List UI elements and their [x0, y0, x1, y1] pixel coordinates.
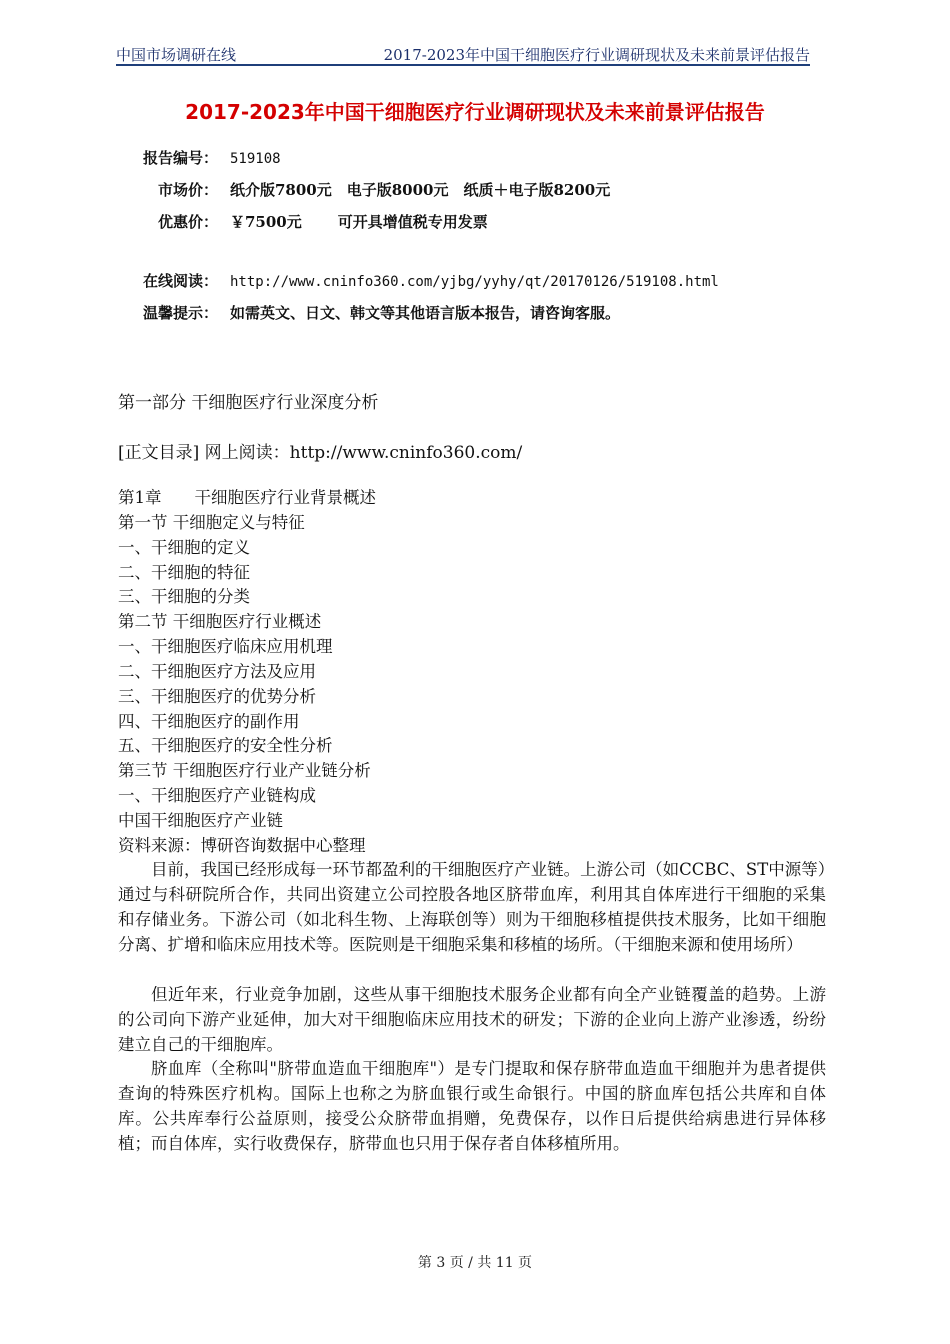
discount-value: ￥7500元 [230, 213, 302, 231]
part-title: 第一部分 干细胞医疗行业深度分析 [118, 393, 379, 413]
toc-item: 资料来源：博研咨询数据中心整理 [118, 835, 366, 855]
report-number-label: 报告编号： [142, 149, 218, 167]
tip-row [118, 302, 620, 323]
online-read-label: 在线阅读： [142, 272, 218, 290]
page-number: 第 3 页 / 共 11 页 [417, 1255, 533, 1271]
toc-item: 一、干细胞医疗产业链构成 [118, 786, 316, 806]
toc-item: 第二节 干细胞医疗行业概述 [118, 612, 322, 632]
toc-item: 一、干细胞医疗临床应用机理 [118, 637, 333, 657]
toc-item: 三、干细胞医疗的优势分析 [118, 686, 316, 706]
tip-text: 如需英文、日文、韩文等其他语言版本报告，请咨询客服。 [230, 304, 621, 322]
price-label: 市场价： [157, 181, 218, 199]
page-header [116, 42, 810, 66]
online-read-link[interactable]: http://www.cninfo360.com/yjbg/yyhy/qt/20170126/519108.html [230, 274, 719, 290]
body-paragraph: 目前，我国已经形成每一环节都盈利的干细胞医疗产业链。上游公司（如CCBC、ST中源等）通过与科研院所合作，共同出资建立公司控股各地区脐带血库，利用其自体库进行干细胞的采集和存储业务。下游公司（如北科生物、上海联创等）则为干细胞移植提供技术服务，比如干细胞分离、扩增和临床应用技术等。医院则是干细胞采集和移植的场所。（干细胞来源和使用场所） [118, 860, 826, 954]
report-number-row [118, 147, 281, 168]
report-title: 2017-2023年中国干细胞医疗行业调研现状及未来前景评估报告 [185, 100, 765, 124]
toc-item: 中国干细胞医疗产业链 [118, 810, 283, 830]
toc-online-line[interactable]: [正文目录] 网上阅读：http://www.cninfo360.com/ [118, 443, 523, 463]
discount-row [118, 211, 488, 232]
price-value: 纸介版7800元 电子版8000元 纸质＋电子版8200元 [230, 181, 611, 199]
header-site-name: 中国市场调研在线 [116, 46, 237, 64]
toc-item: 第1章 干细胞医疗行业背景概述 [118, 488, 376, 507]
report-number: 519108 [230, 151, 281, 167]
toc-item: 三、干细胞的分类 [118, 587, 250, 607]
body-paragraph: 但近年来，行业竞争加剧，这些从事干细胞技术服务企业都有向全产业链覆盖的趋势。上游的公司向下游产业延伸，加大对干细胞临床应用技术的研发；下游的企业向上游产业渗透，纷纷建立自己的干细胞库。 [118, 985, 826, 1054]
toc-item: 一、干细胞的定义 [118, 537, 250, 557]
toc-item: 第一节 干细胞定义与特征 [118, 512, 305, 532]
invoice-note: 可开具增值税专用发票 [337, 213, 488, 231]
toc-item: 二、干细胞的特征 [118, 562, 250, 582]
table-of-contents [118, 486, 376, 859]
header-report-title: 2017-2023年中国干细胞医疗行业调研现状及未来前景评估报告 [383, 46, 810, 64]
discount-label: 优惠价： [157, 213, 218, 231]
toc-item: 四、干细胞医疗的副作用 [118, 711, 300, 731]
tip-label: 温馨提示： [142, 304, 218, 322]
price-row [118, 179, 610, 200]
toc-item: 第三节 干细胞医疗行业产业链分析 [118, 761, 371, 781]
body-paragraph: 脐血库（全称叫"脐带血造血干细胞库"）是专门提取和保存脐带血造血干细胞并为患者提供查询的特殊医疗机构。国际上也称之为脐血银行或生命银行。中国的脐血库包括公共库和自体库。公共库奉行公益原则，接受公众脐带血捐赠，免费保存，以作日后提供给病患进行异体移植；而自体库，实行收费保存，脐带血也只用于保存者自体移植所用。 [118, 1059, 826, 1153]
toc-item: 五、干细胞医疗的安全性分析 [118, 736, 333, 756]
online-read-row [118, 270, 719, 291]
toc-item: 二、干细胞医疗方法及应用 [118, 661, 316, 681]
